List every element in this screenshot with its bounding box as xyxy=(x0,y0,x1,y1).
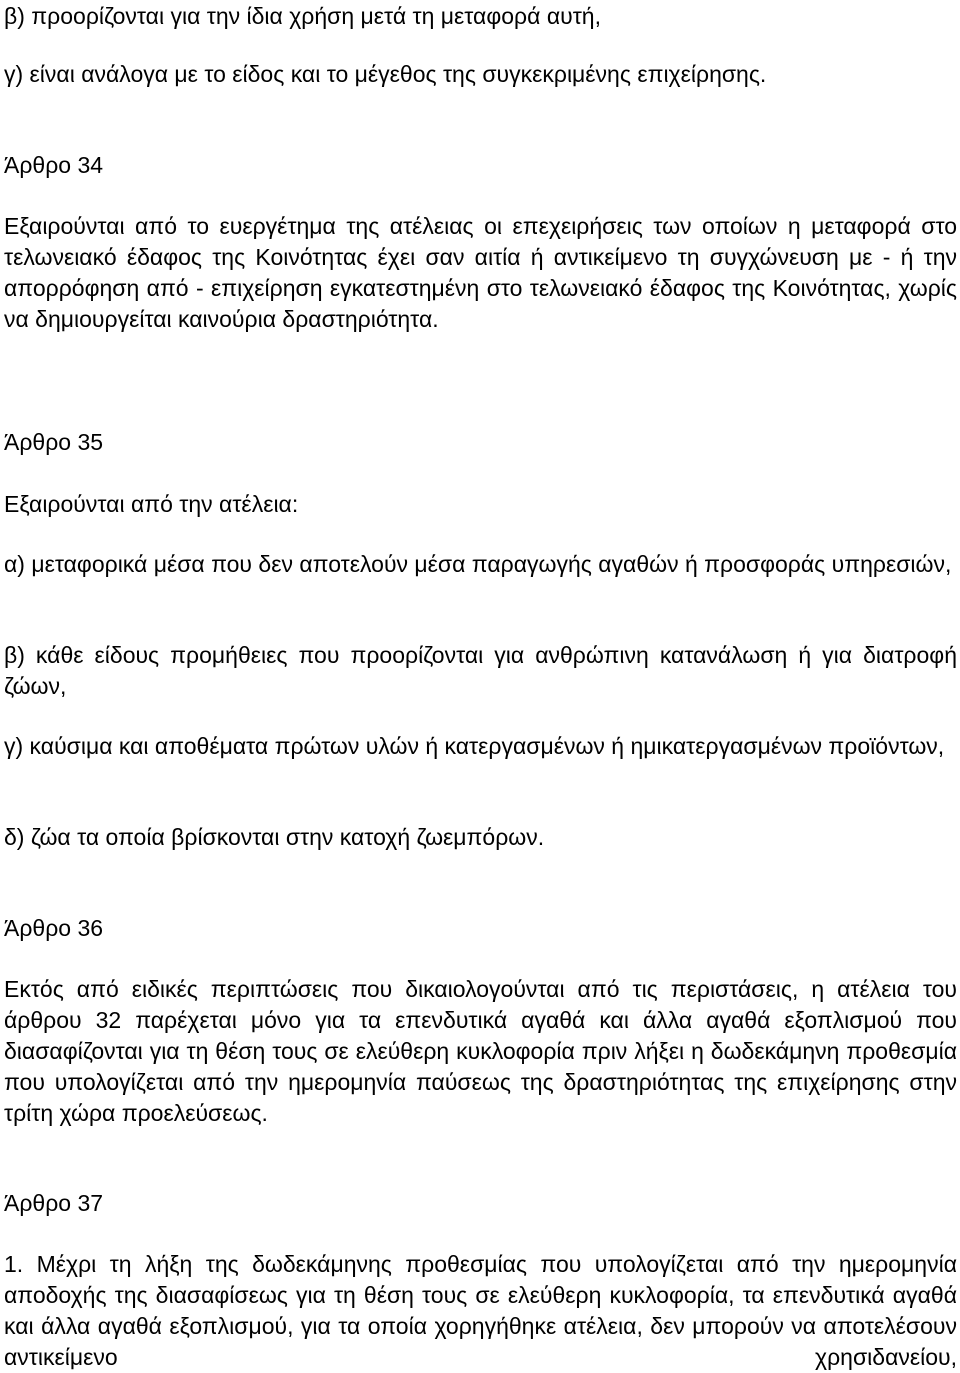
article-36-text: Εκτός από ειδικές περιπτώσεις που δικαιολογούνται από τις περιστάσεις, η ατέλεια του άρθρου 32 παρέχεται μόνο για τα επενδυτικά αγαθά και άλλα αγαθά εξοπλισμού που διασαφίζονται για τη θέση τους σε ελεύθερη κυκλοφορία πριν λήξει η δωδεκάμηνη προθεσμία που υπολογίζεται από την ημερομηνία παύσεως της δραστηριότητας της επιχείρησης στην τρίτη χώρα προελεύσεως. xyxy=(4,976,957,1126)
article-35-heading: Άρθρο 35 xyxy=(4,429,104,455)
article-35-intro: Εξαιρούνται από την ατέλεια: xyxy=(4,491,299,517)
item-c-top: γ) είναι ανάλογα με το είδος και το μέγεθος της συγκεκριμένης επιχείρησης. xyxy=(4,61,767,87)
article-35-item-c: γ) καύσιμα και αποθέματα πρώτων υλών ή κατεργασμένων ή ημικατεργασμένων προϊόντων, xyxy=(4,733,945,759)
article-35-item-d: δ) ζώα τα οποία βρίσκονται στην κατοχή ζωεμπόρων. xyxy=(4,824,545,850)
article-37-text: 1. Μέχρι τη λήξη της δωδεκάμηνης προθεσμίας που υπολογίζεται από την ημερομηνία αποδοχής της διασαφίσεως για τη θέση τους σε ελεύθερη κυκλοφορία, τα επενδυτικά αγαθά και άλλα αγαθά εξοπλισμού, για τα οποία χορηγήθηκε ατέλεια, δεν μπορούν να αποτελέσουν αντικείμενο χρησιδανείου, xyxy=(4,1251,957,1370)
article-34-heading: Άρθρο 34 xyxy=(4,152,104,178)
article-35-item-b: β) κάθε είδους προμήθειες που προορίζονται για ανθρώπινη κατανάλωση ή για διατροφή ζώων, xyxy=(4,642,957,699)
article-34-text: Εξαιρούνται από το ευεργέτημα της ατέλειας οι επεχειρήσεις των οποίων η μεταφορά στο τελωνειακό έδαφος της Κοινότητας έχει σαν αιτία ή αντικείμενο τη συγχώνευση με - ή την απορρόφηση από - επιχείρηση εγκατεστημένη στο τελωνειακό έδαφος της Κοινότητας, χωρίς να δημιουργείται καινούρια δραστηριότητα. xyxy=(4,213,957,332)
article-36-heading: Άρθρο 36 xyxy=(4,915,104,941)
article-35-item-a: α) μεταφορικά μέσα που δεν αποτελούν μέσα παραγωγής αγαθών ή προσφοράς υπηρεσιών, xyxy=(4,551,952,577)
article-37-heading: Άρθρο 37 xyxy=(4,1190,104,1216)
item-b-top: β) προορίζονται για την ίδια χρήση μετά τη μεταφορά αυτή, xyxy=(4,3,601,29)
